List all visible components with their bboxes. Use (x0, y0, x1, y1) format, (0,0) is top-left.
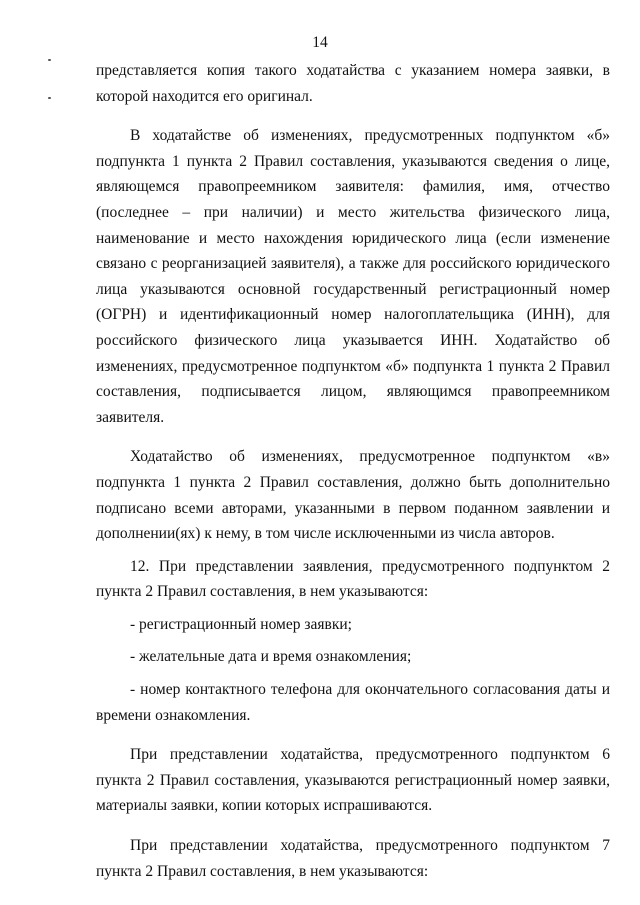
list-item-contact-phone: - номер контактного телефона для окончательного согласования даты и времени ознакомления. (96, 681, 610, 724)
paragraph-successor-details: В ходатайстве об изменениях, предусмотренных подпунктом «б» подпункта 1 пункта 2 Правил составления, указываются сведения о лице, являющемся правопреемником заявителя: фамилия, имя, отчество (последнее – при наличии) и место жительства физического лица, наименование и место нахождения юридического лица (если изменение связано с реорганизацией заявителя), а также для российского юридического лица указываются основной государственный регистрационный номер (ОГРН) и идентификационный номер налогоплательщика (ИНН), для российского физического лица указывается ИНН. Ходатайство об изменениях, предусмотренное подпунктом «б» подпункта 1 пункта 2 Правил составления, подписывается лицом, являющимся правопреемником заявителя. (96, 127, 610, 426)
paragraph-subclause-6: При представлении ходатайства, предусмотренного подпунктом 6 пункта 2 Правил составления, указываются регистрационный номер заявки, материалы заявки, копии которых испрашиваются. (96, 746, 610, 815)
paragraph-subclause-7: При представлении ходатайства, предусмотренного подпунктом 7 пункта 2 Правил составления, в нем указываются: (96, 837, 610, 880)
paragraph-continuation: представляется копия такого ходатайства с указанием номера заявки, в которой находится его оригинал. (96, 62, 610, 105)
paragraph-author-signatures: Ходатайство об изменениях, предусмотренное подпунктом «в» подпункта 1 пункта 2 Правил составления, должно быть дополнительно подписано всеми авторами, указанными в первом поданном заявлении и дополнении(ях) к нему, в том числе исключенными из числа авторов. (96, 448, 610, 543)
paragraph-clause-12: 12. При представлении заявления, предусмотренного подпунктом 2 пункта 2 Правил составления, в нем указываются: (96, 557, 610, 601)
document-body (96, 58, 610, 884)
list-item-registration-number: - регистрационный номер заявки; (130, 615, 352, 633)
scan-artifact (48, 59, 51, 61)
page-number: 14 (312, 34, 328, 51)
scan-artifact (48, 97, 51, 99)
list-item-desired-date: - желательные дата и время ознакомления; (130, 648, 412, 666)
